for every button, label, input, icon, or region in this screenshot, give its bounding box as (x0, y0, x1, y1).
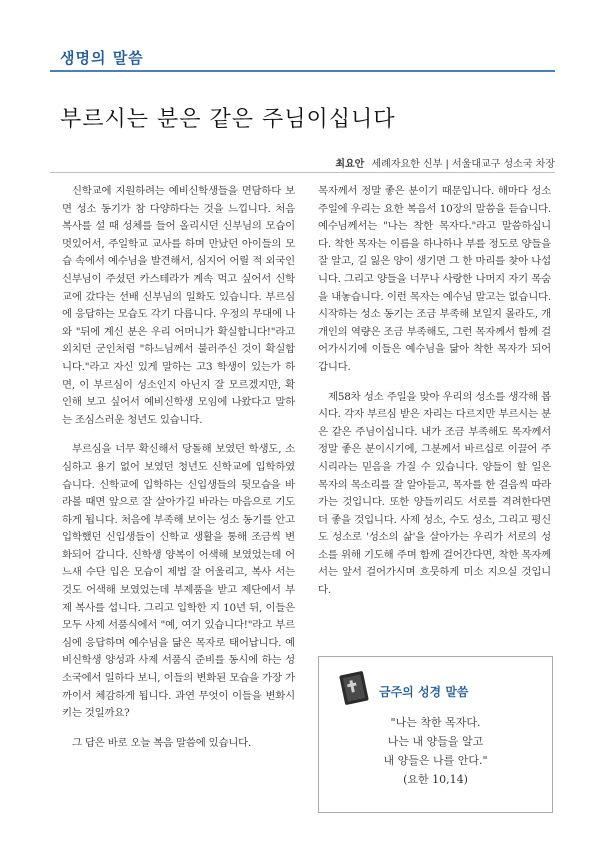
verse-heading: 금주의 성경 말씀 (379, 685, 469, 699)
page-header (0, 0, 600, 80)
right-column (318, 183, 551, 612)
section-label: 생명의 말씀 (60, 49, 144, 67)
verse-text (319, 713, 552, 789)
verse-reference: (요한 10,14) (403, 773, 468, 786)
paragraph: 그 답은 바로 오늘 복음 말씀에 있습니다. (72, 736, 252, 749)
paragraph: 목자께서 정말 좋은 분이기 때문입니다. 해마다 성소 주일에 우리는 요한 복음서 10장의 말씀을 듣습니다. 예수님께서는 "나는 착한 목자다."라고 말씀하십니다. 착한 목자는 이름을 하나하나 부를 정도로 양들을 잘 알고, 길 잃은 양이 생기면 그 한 마리를 찾아 나섭니다. 그리고 양들을 너무나 사랑한 나머지 자기 목숨을 내놓습니다. 이런 목자는 예수님 말고는 없습니다. 시작하는 성소 동기는 조금 부족해 보일지 몰라도, 개개인의 역량은 조금 부족해도, 그런 목자께서 함께 걸어가시기에 이들은 예수님을 닮아 착한 목자가 되어갑니다. (318, 185, 551, 373)
byline-divider (50, 172, 555, 173)
verse-line: 나는 내 양들을 알고 (387, 735, 484, 748)
author-info: 세례자요한 신부 | 서울대교구 성소국 차장 (371, 159, 555, 170)
left-column (62, 183, 295, 764)
bible-book-icon (337, 667, 371, 707)
paragraph: 신학교에 지원하려는 예비신학생들을 면담하다 보면 성소 동기가 참 다양하다는 것을 느낍니다. 처음 복사를 설 때 성체를 들어 올리시던 신부님의 모습이 멋있어서, 주일학교 교사를 하며 만났던 아이들의 모습 속에서 예수님을 발견해서, 심지어 어릴 적 외국인 신부님이 주셨던 카스테라가 계속 먹고 싶어서 신학교에 갔다는 선배 신부님의 일화도 있습니다. 부르심에 응답하는 모습도 각기 다릅니다. 우정의 무대에 나와 "뒤에 계신 분은 우리 어머니가 확실합니다!"라고 외치던 군인처럼 "하느님께서 불러주신 것이 확실합니다."라고 자신 있게 말하는 고3 학생이 있는가 하면, 이 부르심이 성소인지 아닌지 잘 모르겠지만, 확인해 보고 싶어서 예비신학생 모임에 나왔다고 말하는 조심스러운 청년도 있습니다. (62, 185, 295, 426)
verse-line: "나는 착한 목자다. (390, 716, 481, 729)
article-title: 부르시는 분은 같은 주님이십니다 (60, 107, 396, 132)
weekly-verse-box (318, 656, 553, 813)
author-name: 최요안 (335, 159, 365, 170)
paragraph: 제58차 성소 주일을 맞아 우리의 성소를 생각해 봅시다. 각자 부르심 받은 자리는 다르지만 부르시는 분은 같은 주님이십니다. 내가 조금 부족해도 목자께서 정말 좋은 분이시기에, 그분께서 바르십로 이끌어 주시리라는 믿음을 가질 수 있습니다. 양들이 할 일은 목자의 목소리를 잘 알아듣고, 목자를 한 걸음씩 따라가는 것입니다. 또한 양들끼리도 서로를 격려한다면 더 좋을 것입니다. 사제 성소, 수도 성소, 그리고 평신도 성소로 '성소의 삶'을 살아가는 우리가 서로의 성소를 위해 기도해 주며 함께 걸어간다면, 착한 목자께서는 앞서 걸어가시며 흐뭇하게 미소 지으실 것입니다. (318, 390, 551, 597)
header-divider (50, 70, 555, 72)
paragraph: 부르심을 너무 확신해서 당돌해 보였던 학생도, 소심하고 용기 없어 보였던 청년도 신학교에 입학하였습니다. 신학교에 입학하는 신입생들의 뒷모습을 바라볼 때면 앞으로 잘 살아가길 바라는 마음으로 기도하게 됩니다. 처음에 부족해 보이는 성소 동기를 안고 입학했던 신입생들이 신학교 생활을 통해 조금씩 변화되어 갑니다. 신학생 양복이 어색해 보였었는데 어느새 수단 입은 모습이 제법 잘 어울리고, 복사 서는 것도 어색해 보였었는데 부제품을 받고 제단에서 부제 복사를 섭니다. 그리고 입학한 지 10년 뒤, 이들은 모두 사제 서품식에서 "예, 여기 있습니다!"라고 부르심에 응답하며 예수님을 닮은 목자로 태어납니다. 예비신학생 양성과 사제 서품식 준비를 동시에 하는 성소국에서 일하다 보니, 이들의 변화된 모습을 가장 가까이서 체감하게 됩니다. 과연 무엇이 이들을 변화시키는 것일까요? (62, 443, 295, 720)
author-byline (335, 155, 555, 170)
verse-line: 내 양들은 나를 안다." (383, 754, 488, 767)
